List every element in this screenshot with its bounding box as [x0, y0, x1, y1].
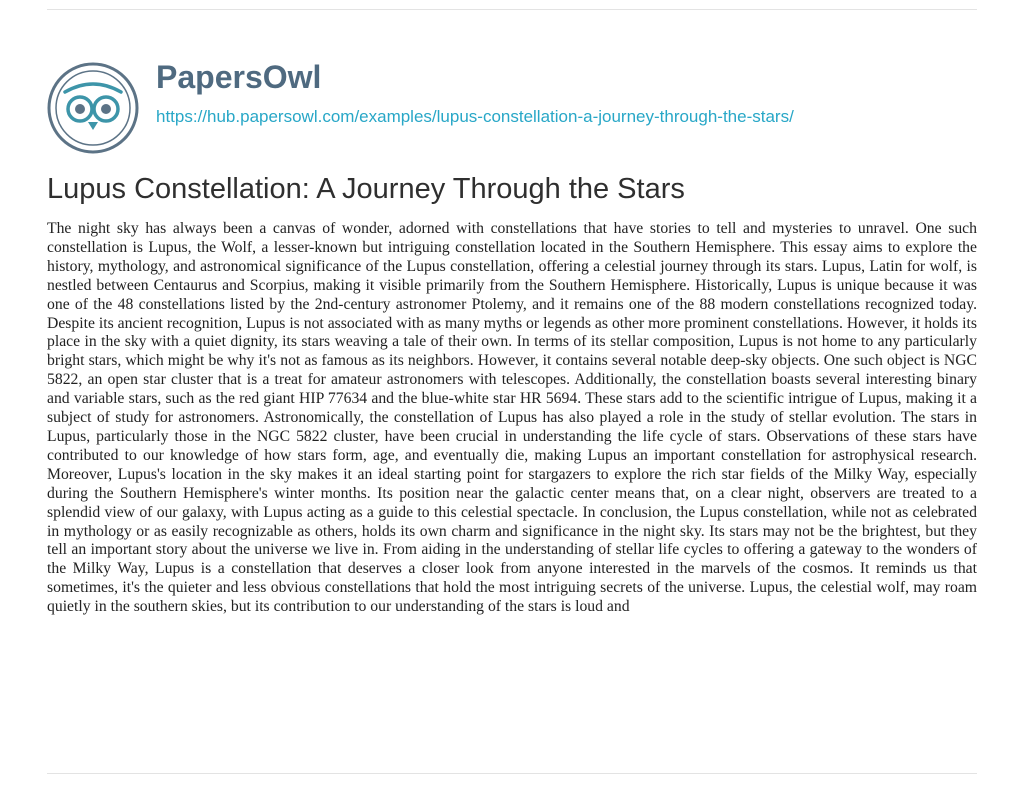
owl-eyes-icon [47, 62, 139, 154]
bottom-divider [47, 773, 977, 774]
top-divider [47, 9, 977, 10]
brand-name[interactable]: PapersOwl [156, 59, 322, 95]
essay-body: The night sky has always been a canvas of wonder, adorned with constellations that have stories to tell and mysteries to unravel. One such constellation is Lupus, the Wolf, a lesser-known but intriguing constellation located in the Southern Hemisphere. This essay aims to explore the history, mythology, and astronomical significance of the Lupus constellation, offering a celestial journey through its stars. Lupus, Latin for wolf, is nestled between Centaurus and Scorpius, making it visible primarily from the Southern Hemisphere. Historically, Lupus is unique because it was one of the 48 constellations listed by the 2nd-century astronomer Ptolemy, and it remains one of the 88 modern constellations recognized today. Despite its ancient recognition, Lupus is not associated with as many myths or legends as other more prominent constellations. However, it holds its place in the sky with a quiet dignity, its stars weaving a tale of their own. In terms of its stellar composition, Lupus is not home to any particularly bright stars, which might be why it's not as famous as its neighbors. However, it contains several notable deep-sky objects. One such object is NGC 5822, an open star cluster that is a treat for amateur astronomers with telescopes. Additionally, the constellation boasts several interesting binary and variable stars, such as the red giant HIP 77634 and the blue-white star HR 5694. These stars add to the scientific intrigue of Lupus, making it a subject of study for astronomers. Astronomically, the constellation of Lupus has also played a role in the study of stellar evolution. The stars in Lupus, particularly those in the NGC 5822 cluster, have been crucial in understanding the life cycle of stars. Observations of these stars have contributed to our knowledge of how stars form, age, and eventually die, making Lupus an important constellation for astrophysical research. Moreover, Lupus's location in the sky makes it an ideal starting point for stargazers to explore the rich star fields of the Milky Way, especially during the Southern Hemisphere's winter months. Its position near the galactic center means that, on a clear night, observers are treated to a splendid view of our galaxy, with Lupus acting as a guide to this celestial spectacle. In conclusion, the Lupus constellation, while not as celebrated in mythology or as easily recognizable as others, holds its own charm and significance in the night sky. Its stars may not be the brightest, but they tell an important story about the universe we live in. From aiding in the understanding of stellar life cycles to offering a gateway to the wonders of the Milky Way, Lupus is a constellation that deserves a closer look from anyone interested in the marvels of the cosmos. It reminds us that sometimes, it's the quieter and less obvious constellations that hold the most intriguing secrets of the universe. Lupus, the celestial wolf, may roam quietly in the southern skies, but its contribution to our understanding of the stars is loud and [47, 220, 977, 616]
source-url-link[interactable]: https://hub.papersowl.com/examples/lupus-constellation-a-journey-through-the-stars/ [156, 107, 794, 126]
essay-title: Lupus Constellation: A Journey Through the Stars [47, 173, 685, 205]
